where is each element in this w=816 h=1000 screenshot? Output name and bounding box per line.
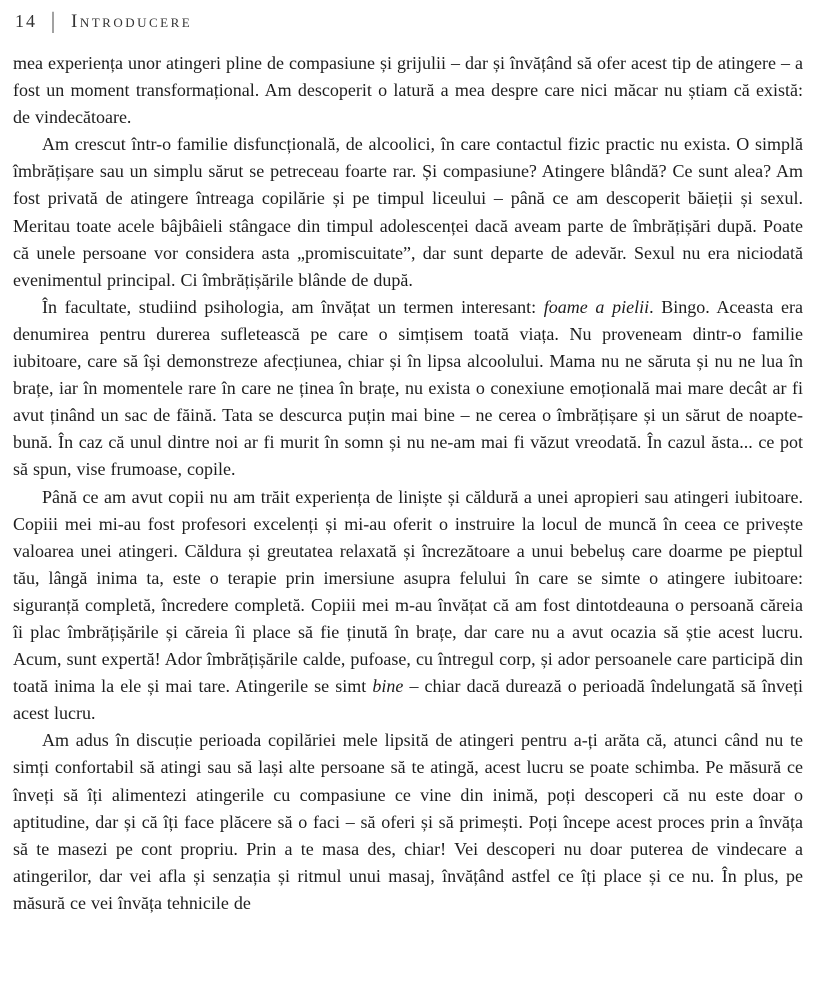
header-separator-bar: | [51,8,56,34]
text-run: În facultate, studiind psihologia, am învățat un termen interesant: [42,296,544,317]
text-run: mea experiența unor atingeri pline de compasiune și grijulii – dar și învățând să ofer acest tip de atingere – a fost un moment transformațional. Am descoperit o latură a mea despre care nici măcar nu știam că există: de vindecătoare. [13,53,803,128]
paragraph [13,727,803,917]
text-run: Până ce am avut copii nu am trăit experiența de liniște și căldură a unei apropieri sau atingeri iubitoare. Copiii mei mi-au fost profesori excelenți și mi-au oferit o instruire la locul de muncă în ceea ce privește valoarea unei atingeri. Căldura și greutatea relaxată și încrezătoare a unui bebeluș care doarme pe pieptul tău, lângă inima ta, este o terapie prin imersiune asupra felului în care se simte o atingere iubitoare: siguranță completă, încredere completă. Copiii mei m-au învățat că am fost dintotdeauna o persoană căreia îi plac îmbrățișările și căreia îi place să fie ținută în brațe, dar care nu a avut ocazia să știe acest lucru. Acum, sunt expertă! Ador îmbrățișările calde, pufoase, cu întregul corp, și ador persoanele care participă din toată inima la ele și mai tare. Atingerile se simt [13,486,803,697]
text-run: . Bingo. Aceasta era denumirea pentru durerea sufletească pe care o simțisem toată viața. Nu proveneam dintr-o familie iubitoare, care să își demonstreze afecțiunea, chiar și în lipsa alcoolului. Mama nu ne săruta și nu ne lua în brațe, iar în momentele rare în care ne ținea în brațe, nu exista o conexiune emoțională mai mare decât ar fi avut ținând un sac de făină. Tata se descurca puțin mai bine – ne cerea o îmbrățișare și un sărut de noapte-bună. În caz că unul dintre noi ar fi murit în somn și nu ne-am mai fi văzut vreodată. În cazul ăsta... ce pot să spun, vise frumoase, copile. [13,296,803,480]
paragraph [13,131,803,294]
text-run: Am adus în discuție perioada copilăriei mele lipsită de atingeri pentru a-ți arăta că, atunci când nu te simți confortabil să atingi sau să lași alte persoane să te atingă, acest lucru se poate schimba. Pe măsură ce înveți să îți alimentezi atingerile cu compasiune ce vine din inimă, poți descoperi că nu este doar o aptitudine, dar și că îți face plăcere să o faci – să oferi și să primești. Poți începe acest proces prin a învăța să te masezi pe cont propriu. Prin a te masa des, chiar! Vei descoperi nu doar puterea de vindecare a atingerilor, dar vei afla și senzația și ritmul unui masaj, învățând astfel ce îți place și ce nu. În plus, pe măsură ce vei învăța tehnicile de [13,730,803,913]
page-body [13,50,803,917]
text-run: Am crescut într-o familie disfuncțională, de alcoolici, în care contactul fizic practic nu exista. O simplă îmbrățișare sau un simplu sărut se petreceau foarte rar. Și compasiune? Atingere blândă? Ce sunt alea? Am fost privată de atingere întreaga copilărie și pe timpul liceului – până ce am descoperit băieții și sexul. Meritau toate acele bâjbâieli stângace din timpul adolescenței dacă aveam parte de îmbrățișări după. Poate că unele persoane vor considera asta „promiscuitate”, dar sunt departe de adevăr. Sexul nu era niciodată evenimentul principal. Ci îmbrățișările blânde de după. [13,134,803,290]
paragraph [13,294,803,484]
paragraph [13,484,803,728]
chapter-title: Introducere [71,11,193,32]
page-number: 14 [15,11,37,31]
italic-text-run: foame a pielii [543,296,650,317]
italic-text-run: bine [372,676,404,697]
running-header [15,10,803,33]
text-run: – chiar dacă durează o perioadă îndelungată să înveți acest lucru. [13,676,803,724]
paragraph [13,50,803,131]
